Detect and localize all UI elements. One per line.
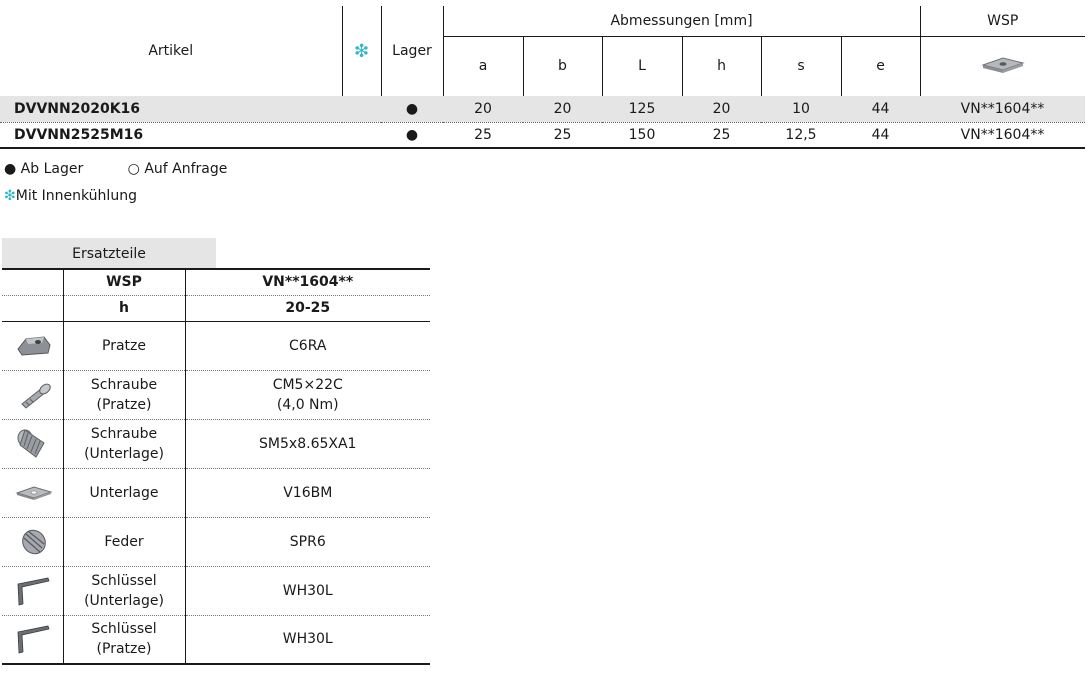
- spare-name-detail: (Pratze): [96, 641, 152, 658]
- row-s: 12,5: [761, 122, 841, 148]
- coolant-legend: [4, 188, 137, 204]
- spare-row: [2, 517, 430, 566]
- row-lager: ●: [381, 96, 443, 122]
- spare-code: WH30L: [185, 615, 430, 664]
- hex-key-icon: [14, 622, 54, 656]
- clamp-icon: [14, 333, 54, 359]
- spare-name: Schraube: [90, 376, 158, 393]
- shim-screw-icon: [14, 427, 54, 461]
- stock-legend: [4, 161, 267, 177]
- spare-code: SM5x8.65XA1: [185, 419, 430, 468]
- spare-row: [2, 321, 430, 370]
- row-wsp: VN**1604**: [920, 122, 1085, 148]
- row-h: 20: [682, 96, 761, 122]
- row-h: 25: [682, 122, 761, 148]
- spare-row: [2, 566, 430, 615]
- product-table: [0, 6, 1085, 149]
- row-a: 20: [443, 96, 523, 122]
- row-artikel: DVVNN2525M16: [0, 122, 342, 148]
- header-col-L: L: [602, 36, 682, 96]
- header-wsp: WSP: [920, 6, 1085, 36]
- insert-image: [920, 36, 1085, 96]
- coolant-icon: ❇: [353, 40, 370, 62]
- spare-row: [2, 468, 430, 517]
- row-a: 25: [443, 122, 523, 148]
- legend-innen: Mit Innenkühlung: [15, 188, 137, 204]
- header-dimensions: Abmessungen [mm]: [443, 6, 920, 36]
- spare-parts-table: [2, 268, 430, 665]
- table-row: [0, 96, 1085, 122]
- row-s: 10: [761, 96, 841, 122]
- header-col-s: s: [761, 36, 841, 96]
- spare-name-detail: (Unterlage): [84, 592, 164, 609]
- row-b: 25: [523, 122, 602, 148]
- spare-row: [2, 419, 430, 468]
- spare-name: Feder: [63, 517, 185, 566]
- shim-icon: [14, 483, 54, 503]
- spare-parts-title: Ersatzteile: [2, 238, 216, 268]
- spare-code: V16BM: [185, 468, 430, 517]
- header-coolant: [342, 6, 381, 96]
- row-e: 44: [841, 122, 920, 148]
- spare-name: Schraube: [90, 425, 158, 442]
- spare-code-detail: (4,0 Nm): [276, 396, 339, 413]
- spare-name: Pratze: [63, 321, 185, 370]
- row-artikel: DVVNN2020K16: [0, 96, 342, 122]
- spare-name-detail: (Unterlage): [84, 445, 164, 462]
- row-e: 44: [841, 96, 920, 122]
- spare-name: Schlüssel: [91, 621, 157, 638]
- spare-name-detail: (Pratze): [96, 396, 152, 413]
- spare-h-value: 20-25: [185, 295, 430, 321]
- coolant-legend-icon: ❇: [4, 188, 16, 204]
- spare-code: C6RA: [185, 321, 430, 370]
- row-coolant: [342, 122, 381, 148]
- spring-icon: [14, 526, 54, 558]
- header-col-a: a: [443, 36, 523, 96]
- row-coolant: [342, 96, 381, 122]
- header-col-h: h: [682, 36, 761, 96]
- spare-code: CM5×22C: [272, 376, 343, 393]
- spare-h-label: h: [63, 295, 185, 321]
- row-L: 125: [602, 96, 682, 122]
- header-artikel: Artikel: [0, 6, 342, 96]
- table-row: [0, 122, 1085, 148]
- header-col-e: e: [841, 36, 920, 96]
- header-lager: Lager: [381, 6, 443, 96]
- spare-wsp-value: VN**1604**: [185, 269, 430, 295]
- clamp-screw-icon: [14, 380, 54, 410]
- spare-wsp-label: WSP: [63, 269, 185, 295]
- insert-icon: [979, 54, 1027, 74]
- row-L: 150: [602, 122, 682, 148]
- row-lager: ●: [381, 122, 443, 148]
- legend-auf-anfrage: ○ Auf Anfrage: [127, 161, 228, 177]
- legend-ab-lager: ● Ab Lager: [4, 161, 84, 177]
- row-wsp: VN**1604**: [920, 96, 1085, 122]
- spare-row: [2, 370, 430, 419]
- spare-header-wsp: [2, 269, 430, 295]
- spare-name: Unterlage: [63, 468, 185, 517]
- spare-name: Schlüssel: [91, 572, 157, 589]
- spare-code: WH30L: [185, 566, 430, 615]
- header-col-b: b: [523, 36, 602, 96]
- spare-code: SPR6: [185, 517, 430, 566]
- spare-header-h: [2, 295, 430, 321]
- row-b: 20: [523, 96, 602, 122]
- spare-row: [2, 615, 430, 664]
- hex-key-icon: [14, 574, 54, 608]
